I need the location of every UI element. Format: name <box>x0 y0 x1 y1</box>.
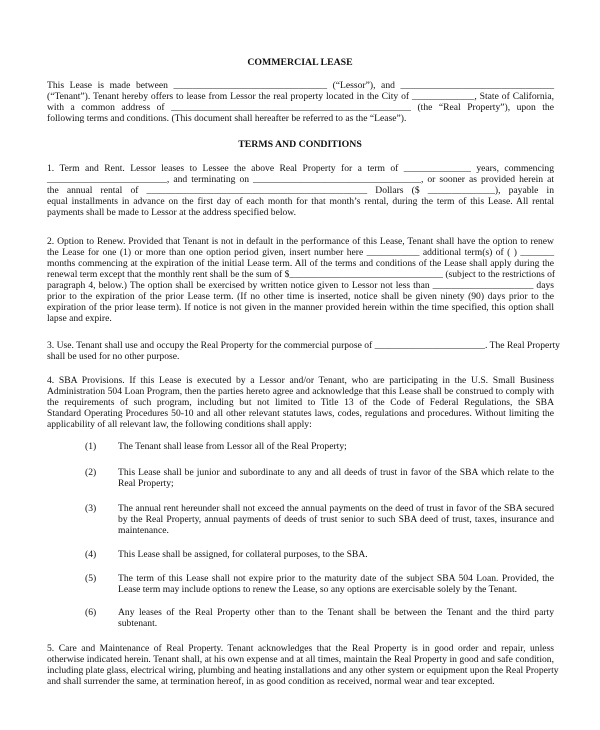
section-line: 4. SBA Provisions. If this Lease is executed by a Lessor and/or Tenant, who are participating in the U.S. Small Business <box>47 375 554 386</box>
item-line: The Tenant shall lease from Lessor all of the Real Property; <box>118 441 347 452</box>
intro-paragraph <box>47 80 554 124</box>
section-line: expiration of the prior lease term). If notice is not given in the manner provided herein within the time specified, this option shall <box>47 302 554 313</box>
intro-line: following terms and conditions. (This document shall hereafter be referred to as the “Lease”). <box>47 113 407 124</box>
section-heading: TERMS AND CONDITIONS <box>238 139 362 150</box>
section-line: otherwise indicated herein. Tenant shall, at his own expense and at all times, maintain the Real Property in good and safe condition, <box>47 654 554 665</box>
item-number: (2) <box>85 467 97 478</box>
section-line: 2. Option to Renew. Provided that Tenant is not in default in the performance of this Lease, Tenant shall have the option to renew <box>47 236 554 247</box>
section-line: the requirements of such program, including but not limited to Title 13 of the Code of Federal Regulations, the SBA <box>47 397 554 408</box>
item-number: (4) <box>85 549 97 560</box>
intro-line: This Lease is made between ________________________________ (“Lessor”), and ________________________________ <box>47 80 554 91</box>
section-1-term-and-rent <box>47 163 554 218</box>
section-4-sba-provisions <box>47 375 554 430</box>
item-number: (6) <box>85 607 97 618</box>
section-line: Standard Operating Procedures 50-10 and all other relevant statutes laws, codes, regulations and procedures. Without limiting the <box>47 408 554 419</box>
section-line: 1. Term and Rent. Lessor leases to Lessee the above Real Property for a term of ______________ years, commencing <box>47 163 554 174</box>
section-line: paragraph 4, below.) The option shall be exercised by written notice given to Lessor not less than _____________________ days <box>47 280 554 291</box>
item-line: The annual rent hereunder shall not exceed the annual payments on the deed of trust in favor of the SBA secured <box>118 503 554 514</box>
document-title: COMMERCIAL LEASE <box>247 57 353 68</box>
section-line: _________________________, and terminating on ___________________________________, or sooner as provided herein at <box>47 174 554 185</box>
item-number: (3) <box>85 503 97 514</box>
section-line: shall be used for no other purpose. <box>47 351 180 362</box>
item-line: Any leases of the Real Property other than to the Tenant shall be between the Tenant and the third party <box>118 607 554 618</box>
item-number: (5) <box>85 573 97 584</box>
intro-line: with a common address of __________________________________________________ (the “Real Property”), upon the <box>47 102 554 113</box>
section-line: payments shall be made to Lessor at the address specified below. <box>47 207 297 218</box>
section-line: and shall surrender the same, at termination hereof, in as good condition as received, normal wear and tear excepted. <box>47 676 495 687</box>
section-line: months commencing at the expiration of the initial Lease term. All of the terms and conditions of the Lease shall apply during the <box>47 258 554 269</box>
section-line: including plate glass, electrical wiring, plumbing and heating installations and any other system or equipment upon the Real Property <box>47 665 559 676</box>
section-line: renewal term except that the monthly rent shall be the sum of $________________________________ (subject to the restrictions of <box>47 269 556 280</box>
section-line: the annual rental of ______________________________________________ Dollars ($ ______________), payable in <box>47 185 554 196</box>
section-line: applicability of all relevant law, the following conditions shall apply: <box>47 419 312 430</box>
section-line: the Lease for one (1) or more than one option period given, insert number here ___________ additional term(s) of ( ) _______ <box>47 247 554 258</box>
section-line: prior to the expiration of the prior Lease term. (If no other time is inserted, notice shall be given ninety (90) days prior to the <box>47 291 554 302</box>
section-line: Administration 504 Loan Program, then the parties hereto agree and acknowledge that this Lease shall be construed to comply with <box>47 386 554 397</box>
item-line: subtenant. <box>118 618 158 629</box>
section-line: 3. Use. Tenant shall use and occupy the Real Property for the commercial purpose of _______________________. The Real Property <box>47 340 560 351</box>
item-line: This Lease shall be assigned, for collateral purposes, to the SBA. <box>118 549 368 560</box>
item-line: Real Property; <box>118 478 174 489</box>
section-line: 5. Care and Maintenance of Real Property. Tenant acknowledges that the Real Property is in good order and repair, unless <box>47 643 554 654</box>
section-line: lapse and expire. <box>47 313 112 324</box>
item-line: maintenance. <box>118 525 169 536</box>
intro-line: (“Tenant”). Tenant hereby offers to lease from Lessor the real property located in the City of _____________, State of California, <box>47 91 554 102</box>
section-2-option-to-renew <box>47 236 554 324</box>
section-line: equal installments in advance on the first day of each month for that month’s rental, during the term of this Lease. All rental <box>47 196 554 207</box>
item-number: (1) <box>85 441 97 452</box>
item-line: Lease term may include options to renew the Lease, so any options are exercisable solely by the Tenant. <box>118 584 518 595</box>
item-line: by the Real Property, annual payments of deeds of trust senior to such SBA deed of trust, taxes, insurance and <box>118 514 554 525</box>
section-3-use <box>47 340 560 362</box>
item-line: The term of this Lease shall not expire prior to the maturity date of the subject SBA 504 Loan. Provided, the <box>118 573 554 584</box>
item-line: This Lease shall be junior and subordinate to any and all deeds of trust in favor of the SBA which relate to the <box>118 467 554 478</box>
section-5-care-and-maintenance <box>47 643 559 687</box>
